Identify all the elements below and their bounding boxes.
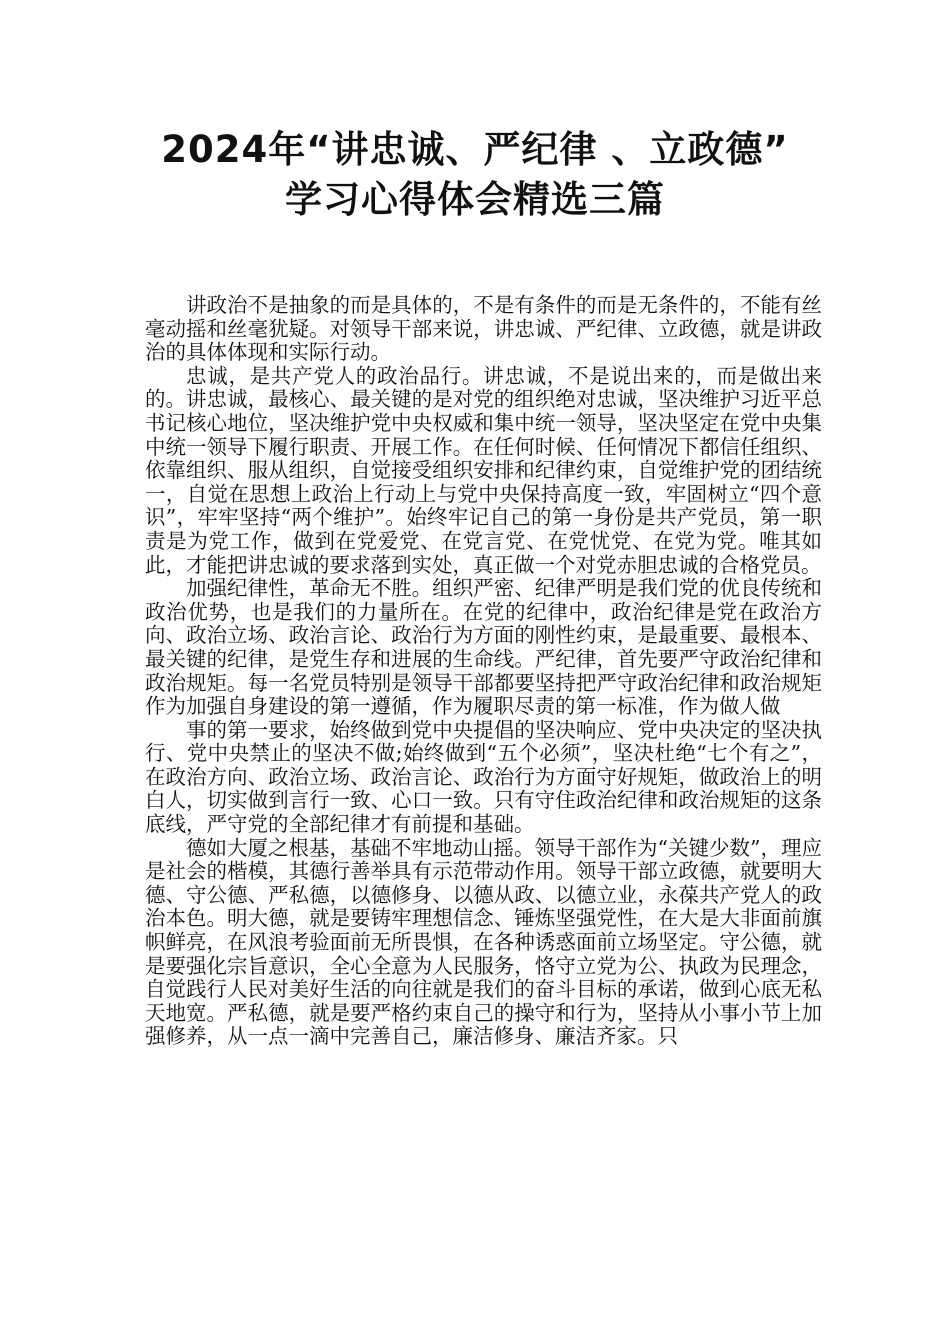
paragraph-2: 忠诚，是共产党人的政治品行。讲忠诚，不是说出来的，而是做出来的。讲忠诚，最核心、最关键的是对党的组织绝对忠诚，坚决维护习近平总书记核心地位，坚决维护党中央权威和集中统一领导，坚决坚定在党中央集中统一领导下履行职责、开展工作。在任何时候、任何情况下都信任组织、依靠组织、服从组织，自觉接受组织安排和纪律约束，自觉维护党的团结统一，自觉在思想上政治上行动上与党中央保持高度一致，牢固树立“四个意识”，牢牢坚持“两个维护”。始终牢记自己的第一身份是共产党员，第一职责是为党工作，做到在党爱党、在党言党、在党忧党、在党为党。唯其如此，才能把讲忠诚的要求落到实处，真正做一个对党赤胆忠诚的合格党员。 <box>145 363 822 577</box>
paragraph-3: 加强纪律性，革命无不胜。组织严密、纪律严明是我们党的优良传统和政治优势，也是我们的力量所在。在党的纪律中，政治纪律是党在政治方向、政治立场、政治言论、政治行为方面的刚性约束，是最重要、最根本、最关键的纪律，是党生存和进展的生命线。严纪律，首先要严守政治纪律和政治规矩。每一名党员特别是领导干部都要坚持把严守政治纪律和政治规矩作为加强自身建设的第一遵循，作为履职尽责的第一标准，作为做人做 <box>145 576 822 719</box>
title-line-1: 2024年“讲忠诚、严纪律 、立政德” <box>161 128 789 171</box>
document-title <box>80 125 870 225</box>
paragraph-5: 德如大厦之根基，基础不牢地动山摇。领导干部作为“关键少数”，理应是社会的楷模，其德行善举具有示范带动作用。领导干部立政德，就要明大德、守公德、严私德，以德修身、以德从政、以德立业，永葆共产党人的政治本色。明大德，就是要铸牢理想信念、锤炼坚强党性，在大是大非面前旗帜鲜亮，在风浪考验面前无所畏惧，在各种诱惑面前立场坚定。守公德，就是要强化宗旨意识，全心全意为人民服务，恪守立党为公、执政为民理念，自觉践行人民对美好生活的向往就是我们的奋斗目标的承诺，做到心底无私天地宽。严私德，就是要严格约束自己的操守和行为，坚持从小事小节上加强修养，从一点一滴中完善自己，廉洁修身、廉洁齐家。只 <box>145 835 822 1049</box>
paragraph-1: 讲政治不是抽象的而是具体的，不是有条件的而是无条件的，不能有丝毫动摇和丝毫犹疑。对领导干部来说，讲忠诚、严纪律、立政德，就是讲政治的具体体现和实际行动。 <box>145 293 822 365</box>
paragraph-4: 事的第一要求，始终做到党中央提倡的坚决响应、党中央决定的坚决执行、党中央禁止的坚决不做;始终做到“五个必须”，坚决杜绝“七个有之”，在政治方向、政治立场、政治言论、政治行为方面守好规矩，做政治上的明白人，切实做到言行一致、心口一致。只有守住政治纪律和政治规矩的这条底线，严守党的全部纪律才有前提和基础。 <box>145 717 822 837</box>
title-line-2: 学习心得体会精选三篇 <box>285 178 665 221</box>
document-body <box>145 294 822 1049</box>
